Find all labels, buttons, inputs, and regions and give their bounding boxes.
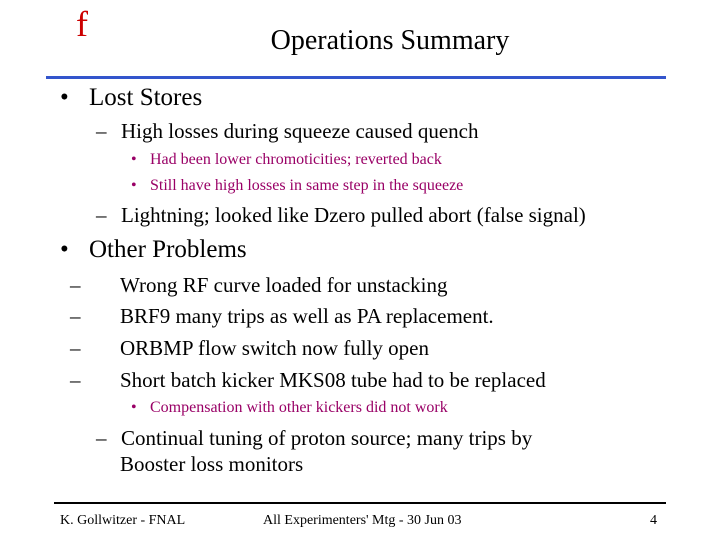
sub-item-high-losses (96, 118, 478, 144)
slide-title: Operations Summary (270, 25, 510, 56)
sub-item-orbmp-flow-switch (70, 335, 429, 361)
sub-item-marker: – (70, 273, 81, 297)
sub-item-text: High losses during squeeze caused quench (121, 119, 479, 143)
footer-divider (54, 502, 666, 504)
bullet-other-problems (60, 235, 247, 265)
sub-item-lightning (96, 202, 586, 228)
sub-item-marker: – (96, 426, 107, 450)
sub-sub-item-marker: • (131, 177, 137, 194)
sub-item-short-batch-kicker (70, 367, 546, 393)
title-divider (46, 76, 666, 79)
sub-item-text: Lightning; looked like Dzero pulled abort (false signal) (121, 203, 586, 227)
bullet-lost-stores (60, 83, 202, 113)
bullet-marker: • (60, 84, 69, 111)
sub-item-wrong-rf-curve (70, 272, 448, 298)
sub-item-text: Short batch kicker MKS08 tube had to be replaced (120, 368, 546, 392)
sub-sub-item-text: Compensation with other kickers did not work (150, 399, 448, 416)
sub-item-text: Continual tuning of proton source; many trips by (121, 426, 533, 450)
sub-sub-item-text: Still have high losses in same step in the squeeze (150, 177, 464, 194)
sub-item-text: ORBMP flow switch now fully open (120, 336, 429, 360)
bullet-marker: • (60, 236, 69, 263)
sub-item-marker: – (70, 304, 81, 328)
sub-item-marker: – (96, 119, 107, 143)
bullet-label: Lost Stores (89, 84, 203, 111)
sub-sub-item-chromoticities (131, 150, 442, 170)
sub-item-brf9-trips (70, 303, 494, 329)
footer-meeting: All Experimenters' Mtg - 30 Jun 03 (263, 513, 462, 528)
sub-sub-item-marker: • (131, 399, 137, 416)
page-number: 4 (650, 513, 657, 528)
footer-author: K. Gollwitzer - FNAL (60, 513, 186, 528)
sub-item-marker: – (70, 368, 81, 392)
sub-item-continual-tuning (96, 425, 532, 451)
sub-item-marker: – (70, 336, 81, 360)
sub-item-marker: – (96, 203, 107, 227)
sub-item-continuation: Booster loss monitors (120, 452, 304, 476)
sub-sub-item-text: Had been lower chromoticities; reverted back (150, 151, 442, 168)
sub-sub-item-compensation (131, 398, 448, 418)
sub-item-text: Wrong RF curve loaded for unstacking (120, 273, 448, 297)
bullet-label: Other Problems (89, 236, 247, 263)
sub-sub-item-still-high-losses (131, 176, 463, 196)
fermilab-logo: f (76, 4, 88, 44)
sub-sub-item-marker: • (131, 151, 137, 168)
sub-item-text: BRF9 many trips as well as PA replacement. (120, 304, 494, 328)
